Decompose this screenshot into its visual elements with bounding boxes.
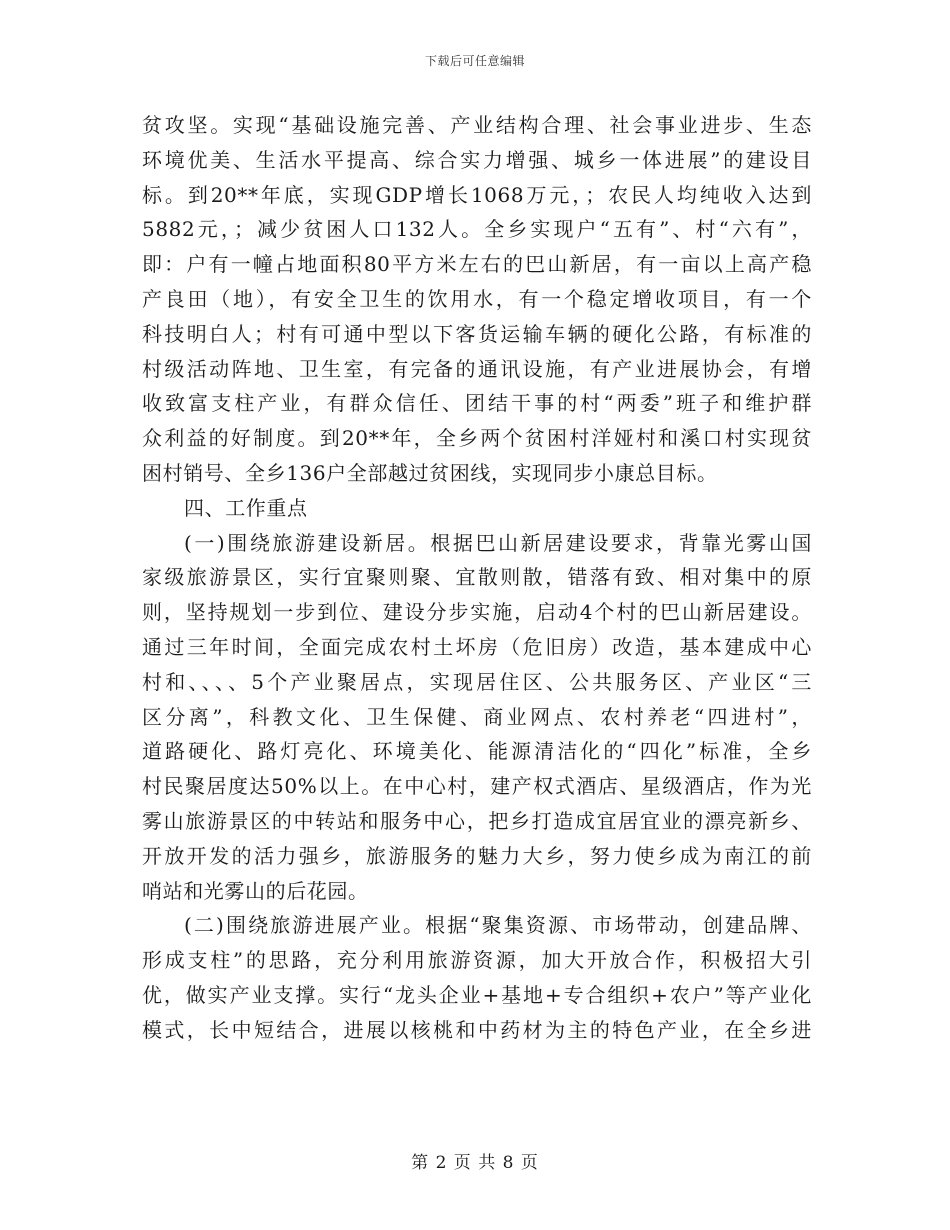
text-line: 村民聚居度达50%以上。在中心村，建产权式酒店、星级酒店，作为光 [142,774,812,799]
text-line: 村和、、、、5个产业聚居点，实现居住区、公共服务区、产业区“三 [142,669,812,694]
paragraph-start-line: (二)围绕旅游进展产业。根据“聚集资源、市场带动，创建品牌、 [184,913,812,938]
text-line: 雾山旅游景区的中转站和服务中心，把乡打造成宜居宜业的漂亮新乡、 [142,808,812,833]
text-line: 5882元，；减少贫困人口132人。全乡实现户“五有”、村“六有”， [142,217,812,242]
text-line: 标。到20**年底，实现GDP增长1068万元，；农民人均纯收入达到 [142,182,812,207]
text-line: 众利益的好制度。到20**年，全乡两个贫困村洋娅村和溪口村实现贫 [142,426,812,451]
text-line: 科技明白人；村有可通中型以下客货运输车辆的硬化公路，有标准的 [142,321,812,346]
text-line: 产良田（地），有安全卫生的饮用水，有一个稳定增收项目，有一个 [142,286,812,311]
text-line: 困村销号、全乡136户全部越过贫困线，实现同步小康总目标。 [142,460,718,485]
text-line: 收致富支柱产业，有群众信任、团结干事的村“两委”班子和维护群 [142,391,812,416]
text-line: 通过三年时间，全面完成农村土坏房（危旧房）改造，基本建成中心 [142,634,812,659]
text-line: 形成支柱”的思路，充分利用旅游资源，加大开放合作，积极招大引 [142,948,812,973]
text-line: 优，做实产业支撑。实行“龙头企业+基地+专合组织+农户”等产业化 [142,982,812,1007]
text-line: 道路硬化、路灯亮化、环境美化、能源清洁化的“四化”标准，全乡 [142,739,812,764]
text-line: 则，坚持规划一步到位、建设分步实施，启动4个村的巴山新居建设。 [142,600,812,625]
text-line: 哨站和光雾山的后花园。 [142,878,369,903]
text-line: 开放开发的活力强乡，旅游服务的魅力大乡，努力使乡成为南江的前 [142,843,812,868]
page-header: 下载后可任意编辑 [424,54,525,68]
paragraph-start-line: (一)围绕旅游建设新居。根据巴山新居建设要求，背靠光雾山国 [184,530,812,555]
page-footer: 第 2 页 共 8 页 [411,1153,539,1173]
text-line: 区分离”，科教文化、卫生保健、商业网点、农村养老“四进村”， [142,704,812,729]
document-body [142,108,812,1048]
text-line: 模式，长中短结合，进展以核桃和中药材为主的特色产业，在全乡进 [142,1017,812,1042]
text-line: 村级活动阵地、卫生室，有完备的通讯设施，有产业进展协会，有增 [142,356,812,381]
text-line: 环境优美、生活水平提高、综合实力增强、城乡一体进展”的建设目 [142,147,812,172]
text-line: 贫攻坚。实现“基础设施完善、产业结构合理、社会事业进步、生态 [142,113,812,137]
section-heading: 四、工作重点 [184,495,308,520]
text-line: 家级旅游景区，实行宜聚则聚、宜散则散，错落有致、相对集中的原 [142,565,812,590]
text-line: 即：户有一幢占地面积80平方米左右的巴山新居，有一亩以上高产稳 [142,252,812,277]
